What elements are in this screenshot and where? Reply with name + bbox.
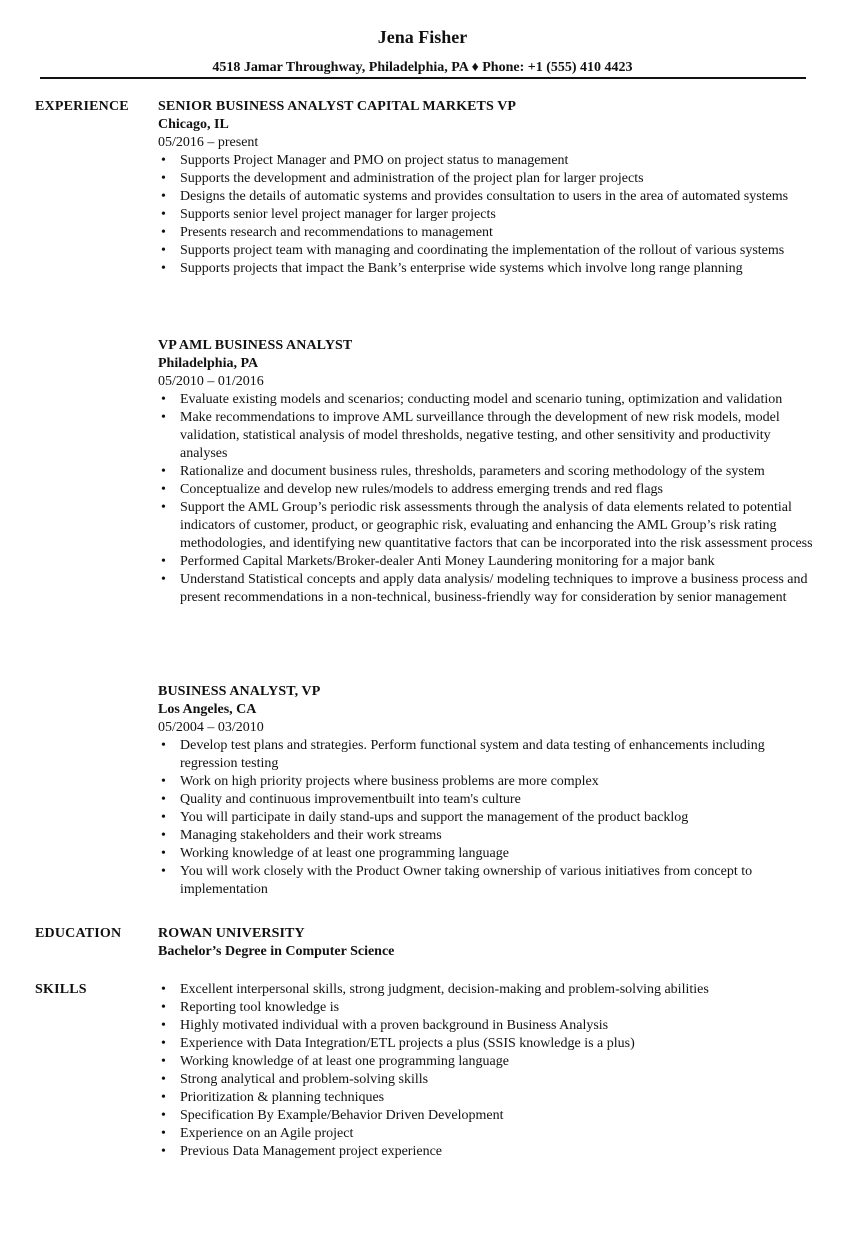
skills-bullet-list xyxy=(158,981,818,1161)
bullet-text: Highly motivated individual with a proven background in Business Analysis xyxy=(180,1018,609,1033)
bullet-text: Work on high priority projects where business problems are more complex xyxy=(180,774,599,789)
bullet-icon: • xyxy=(161,572,166,587)
job-title: SENIOR BUSINESS ANALYST CAPITAL MARKETS VP xyxy=(158,99,517,114)
bullet-item xyxy=(158,809,818,827)
bullet-text: Strong analytical and problem-solving skills xyxy=(180,1072,429,1087)
bullet-text: Supports Project Manager and PMO on project status to management xyxy=(180,153,569,168)
bullet-text: Evaluate existing models and scenarios; conducting model and scenario tuning, optimization and validation xyxy=(180,392,783,407)
bullet-item xyxy=(158,1035,818,1053)
degree: Bachelor’s Degree in Computer Science xyxy=(158,944,395,959)
bullet-item xyxy=(158,773,818,791)
bullet-icon: • xyxy=(161,738,166,753)
bullet-icon: • xyxy=(161,846,166,861)
bullet-text: Managing stakeholders and their work streams xyxy=(180,828,442,843)
bullet-icon: • xyxy=(161,410,166,425)
bullet-item xyxy=(158,571,818,607)
bullet-text: Designs the details of automatic systems and provides consultation to users in the area of automated systems xyxy=(180,189,789,204)
bullet-text: Make recommendations to improve AML surveillance through the development of new risk models, model validation, statistical analysis of model thresholds, negative testing, and other sensitivity and productivity analyses xyxy=(180,410,780,461)
section-label-experience: EXPERIENCE xyxy=(35,99,129,114)
bullet-icon: • xyxy=(161,464,166,479)
bullet-item xyxy=(158,170,818,188)
bullet-item xyxy=(158,242,818,260)
bullet-text: Specification By Example/Behavior Driven Development xyxy=(180,1108,504,1123)
bullet-item xyxy=(158,499,818,553)
bullet-item xyxy=(158,981,818,999)
bullet-text: Performed Capital Markets/Broker-dealer Anti Money Laundering monitoring for a major bank xyxy=(180,554,715,569)
bullet-icon: • xyxy=(161,792,166,807)
bullet-icon: • xyxy=(161,482,166,497)
bullet-item xyxy=(158,188,818,206)
section-label-education: EDUCATION xyxy=(35,926,122,941)
bullet-text: Rationalize and document business rules, thresholds, parameters and scoring methodology of the system xyxy=(180,464,765,479)
bullet-text: You will participate in daily stand-ups and support the management of the product backlog xyxy=(180,810,689,825)
bullet-icon: • xyxy=(161,500,166,515)
bullet-text: Supports senior level project manager for larger projects xyxy=(180,207,496,222)
bullet-icon: • xyxy=(161,1036,166,1051)
bullet-item xyxy=(158,1125,818,1143)
job-location: Philadelphia, PA xyxy=(158,356,259,371)
bullet-text: Reporting tool knowledge is xyxy=(180,1000,340,1015)
bullet-icon: • xyxy=(161,810,166,825)
bullet-icon: • xyxy=(161,1090,166,1105)
bullet-text: You will work closely with the Product Owner taking ownership of various initiatives from concept to implementation xyxy=(180,864,753,897)
bullet-item xyxy=(158,1071,818,1089)
bullet-item xyxy=(158,1089,818,1107)
bullet-text: Quality and continuous improvementbuilt into team's culture xyxy=(180,792,521,807)
bullet-item xyxy=(158,791,818,809)
bullet-icon: • xyxy=(161,1126,166,1141)
bullet-icon: • xyxy=(161,1072,166,1087)
job-dates: 05/2010 – 01/2016 xyxy=(158,374,264,389)
bullet-icon: • xyxy=(161,554,166,569)
bullet-item xyxy=(158,1107,818,1125)
bullet-item xyxy=(158,845,818,863)
bullet-icon: • xyxy=(161,828,166,843)
bullet-icon: • xyxy=(161,225,166,240)
candidate-name: Jena Fisher xyxy=(377,27,468,47)
bullet-item xyxy=(158,1017,818,1035)
bullet-text: Experience on an Agile project xyxy=(180,1126,354,1141)
bullet-icon: • xyxy=(161,1000,166,1015)
bullet-icon: • xyxy=(161,864,166,879)
bullet-item xyxy=(158,463,818,481)
header-divider xyxy=(40,77,806,79)
bullet-item xyxy=(158,737,818,773)
bullet-text: Develop test plans and strategies. Perform functional system and data testing of enhancements including regression testing xyxy=(180,738,765,771)
bullet-item xyxy=(158,224,818,242)
job-entry xyxy=(158,683,818,899)
bullet-icon: • xyxy=(161,153,166,168)
bullet-item xyxy=(158,1053,818,1071)
bullet-icon: • xyxy=(161,1144,166,1159)
bullet-item xyxy=(158,409,818,463)
bullet-item xyxy=(158,1143,818,1161)
bullet-icon: • xyxy=(161,261,166,276)
section-label-skills: SKILLS xyxy=(35,982,87,997)
bullet-item xyxy=(158,260,818,278)
job-location: Los Angeles, CA xyxy=(158,702,257,717)
bullet-item xyxy=(158,999,818,1017)
bullet-item xyxy=(158,206,818,224)
skills-entry xyxy=(158,981,818,1161)
job-location: Chicago, IL xyxy=(158,117,229,132)
bullet-icon: • xyxy=(161,207,166,222)
bullet-icon: • xyxy=(161,189,166,204)
bullet-text: Understand Statistical concepts and apply data analysis/ modeling techniques to improve a business process and present recommendations in a non-technical, business-friendly way for consideration by senior management xyxy=(180,572,808,605)
job-bullet-list xyxy=(158,737,818,899)
bullet-icon: • xyxy=(161,1108,166,1123)
school-name: ROWAN UNIVERSITY xyxy=(158,926,305,941)
bullet-icon: • xyxy=(161,171,166,186)
bullet-item xyxy=(158,827,818,845)
bullet-icon: • xyxy=(161,243,166,258)
education-entry xyxy=(158,925,818,961)
job-title: VP AML BUSINESS ANALYST xyxy=(158,338,353,353)
bullet-text: Experience with Data Integration/ETL projects a plus (SSIS knowledge is a plus) xyxy=(180,1036,635,1051)
job-title: BUSINESS ANALYST, VP xyxy=(158,684,321,699)
bullet-text: Presents research and recommendations to management xyxy=(180,225,493,240)
bullet-text: Working knowledge of at least one programming language xyxy=(180,1054,509,1069)
bullet-item xyxy=(158,863,818,899)
bullet-icon: • xyxy=(161,1054,166,1069)
bullet-item xyxy=(158,481,818,499)
job-entry xyxy=(158,98,818,278)
contact-line: 4518 Jamar Throughway, Philadelphia, PA ♦ Phone: +1 (555) 410 4423 xyxy=(212,60,633,75)
job-entry xyxy=(158,337,818,607)
job-bullet-list xyxy=(158,152,818,278)
bullet-text: Supports projects that impact the Bank’s enterprise wide systems which involve long range planning xyxy=(180,261,743,276)
bullet-text: Prioritization & planning techniques xyxy=(180,1090,385,1105)
bullet-icon: • xyxy=(161,982,166,997)
bullet-text: Support the AML Group’s periodic risk assessments through the analysis of data elements related to potential indicators of customer, product, or geographic risk, evaluating and enhancing the AML Group’s risk rating methodologies, and identifying new quantitative factors that can be incorporated into the risk assessment process xyxy=(180,500,813,551)
bullet-text: Conceptualize and develop new rules/models to address emerging trends and red flags xyxy=(180,482,663,497)
bullet-item xyxy=(158,152,818,170)
bullet-text: Supports project team with managing and coordinating the implementation of the rollout of various systems xyxy=(180,243,785,258)
bullet-item xyxy=(158,391,818,409)
job-bullet-list xyxy=(158,391,818,607)
bullet-icon: • xyxy=(161,1018,166,1033)
bullet-icon: • xyxy=(161,774,166,789)
bullet-text: Working knowledge of at least one programming language xyxy=(180,846,509,861)
job-dates: 05/2016 – present xyxy=(158,135,259,150)
bullet-text: Supports the development and administration of the project plan for larger projects xyxy=(180,171,644,186)
bullet-text: Previous Data Management project experience xyxy=(180,1144,443,1159)
bullet-item xyxy=(158,553,818,571)
bullet-text: Excellent interpersonal skills, strong judgment, decision-making and problem-solving abilities xyxy=(180,982,709,997)
bullet-icon: • xyxy=(161,392,166,407)
job-dates: 05/2004 – 03/2010 xyxy=(158,720,264,735)
